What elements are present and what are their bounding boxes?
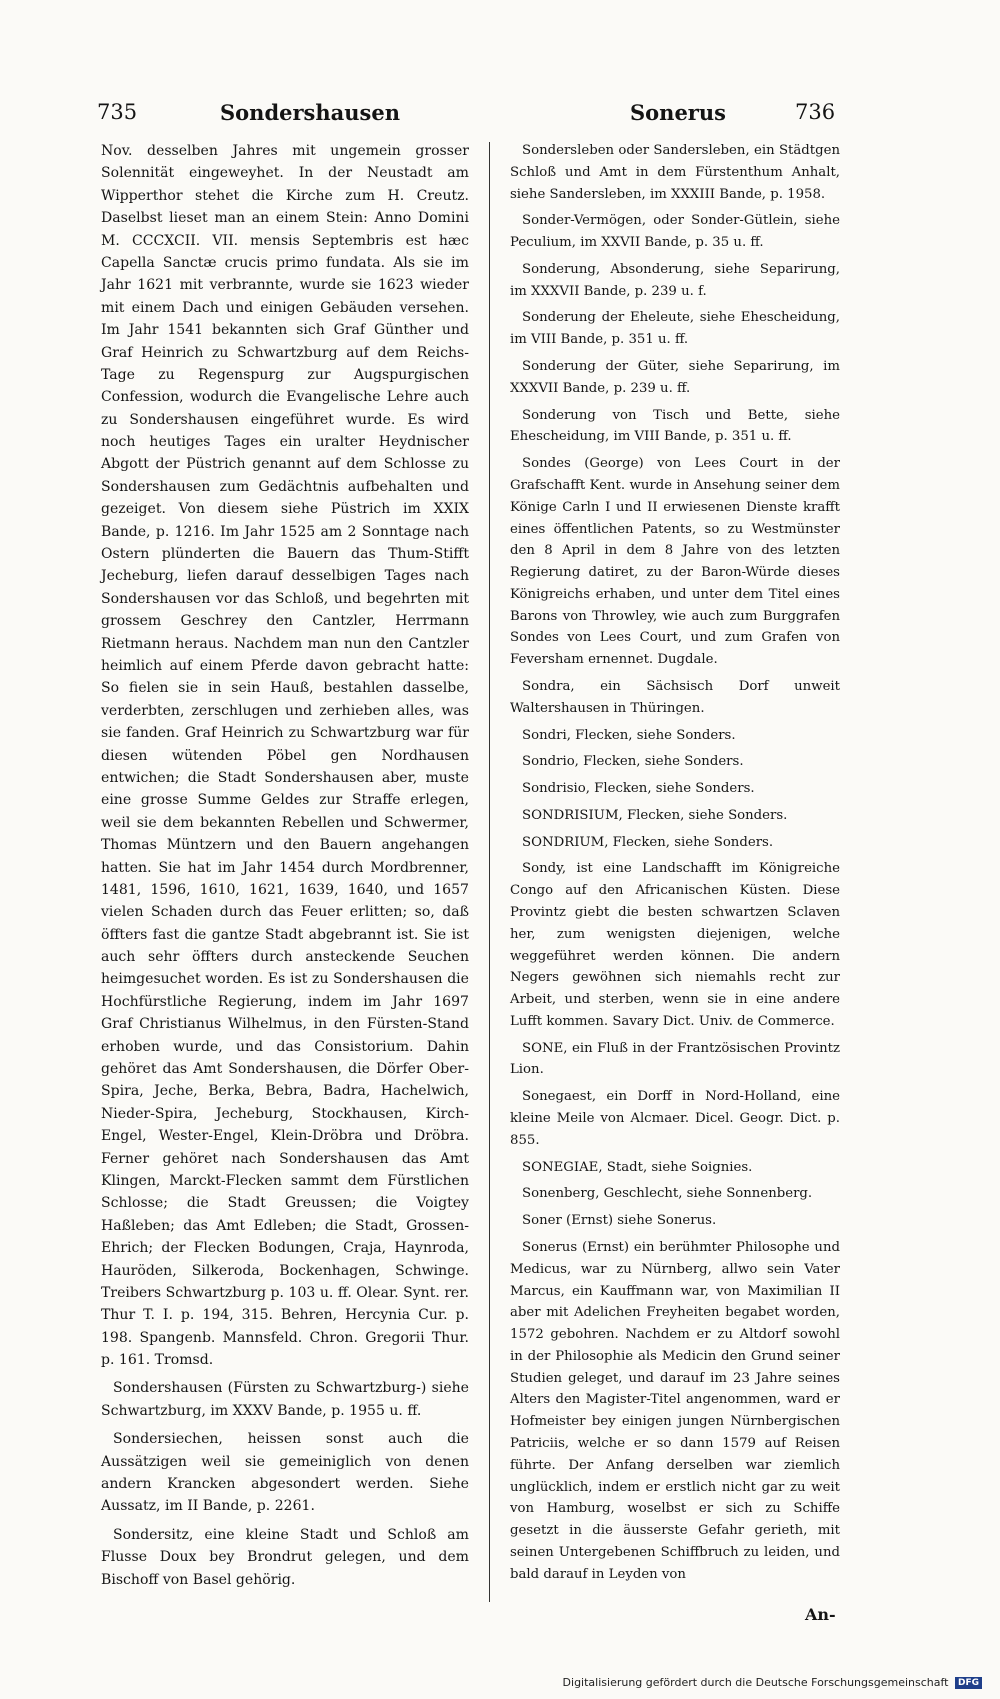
column-divider xyxy=(489,142,490,1602)
entry-sone: SONE, ein Fluß in der Frantzösischen Provintz Lion. xyxy=(510,1040,840,1078)
left-column xyxy=(101,140,469,1597)
entry-sondri: Sondri, Flecken, siehe Sonders. xyxy=(522,727,736,743)
right-page-number: 736 xyxy=(795,100,836,124)
entry-sondersleben: Sondersleben oder Sandersleben, ein Städtgen Schloß und Amt in dem Fürstenthum Anhalt, siehe Sandersleben, im XXXIII Bande, p. 1958. xyxy=(510,143,840,202)
left-running-head: Sondershausen xyxy=(220,100,400,125)
entry-sondra: Sondra, ein Sächsisch Dorf unweit Waltershausen in Thüringen. xyxy=(510,678,840,716)
left-page-number: 735 xyxy=(97,100,138,124)
entry-sondersitz: Sondersitz, eine kleine Stadt und Schloß am Flusse Doux bey Brondrut gelegen, und dem Bischoff von Basel gehörig. xyxy=(101,1526,469,1588)
entry-sonenberg: Sonenberg, Geschlecht, siehe Sonnenberg. xyxy=(522,1186,813,1202)
entry-sondrium: SONDRIUM, Flecken, siehe Sonders. xyxy=(522,834,774,850)
footer-text: Digitalisierung gefördert durch die Deutsche Forschungsgemeinschaft xyxy=(562,1676,949,1689)
entry-soner: Soner (Ernst) siehe Sonerus. xyxy=(522,1213,717,1229)
entry-sonegiae: SONEGIAE, Stadt, siehe Soignies. xyxy=(522,1159,753,1175)
digitization-footer xyxy=(563,1676,982,1689)
right-column xyxy=(510,140,840,1590)
entry-sonderung-tisch-bette: Sonderung von Tisch und Bette, siehe Ehescheidung, im VIII Bande, p. 351 u. ff. xyxy=(510,407,840,445)
entry-sonder-vermoegen: Sonder-Vermögen, oder Sonder-Gütlein, siehe Peculium, im XXVII Bande, p. 35 u. ff. xyxy=(510,213,840,251)
entry-sondrisio: Sondrisio, Flecken, siehe Sonders. xyxy=(522,781,755,797)
entry-sonerus: Sonerus (Ernst) ein berühmter Philosophe und Medicus, war zu Nürnberg, allwo sein Vater Marcus, ein Kauffmann war, von Maximilian II aber mit Adelichen Freyheiten begabet worden, 1572 gebohren. Nachdem er zu Altdorf sowohl in der Philosophie als Medicin den Grund seiner Studien geleget, und darauf im 23 Jahre seines Alters den Magister-Titel angenommen, ward er Hofmeister bey einigen jungen Nürnbergischen Patriciis, welche er so dann 1579 auf Reisen führte. Der Anfang derselben war ziemlich unglücklich, indem er erstlich nicht gar zu weit von Hamburg, woselbst er sich zu Schiffe gesetzt in die äusserste Gefahr gerieth, mit seinen Untergebenen Schiffbruch zu leiden, und bald darauf in Leyden von xyxy=(510,1239,840,1582)
entry-sonderung: Sonderung, Absonderung, siehe Separirung, im XXXVII Bande, p. 239 u. f. xyxy=(510,261,840,299)
entry-sonderung-eheleute: Sonderung der Eheleute, siehe Ehescheidung, im VIII Bande, p. 351 u. ff. xyxy=(510,310,840,348)
dfg-logo: DFG xyxy=(955,1677,982,1689)
entry-sondershausen-continued: Nov. desselben Jahres mit ungemein grosser Solennität eingeweyhet. In der Neustadt am Wipperthor stehet die Kirche zum H. Creutz. Daselbst lieset man an einem Stein: Anno Domini M. CCCXCII. VII. mensis Septembris est hæc Capella Sanctæ crucis primo fundata. Als sie im Jahr 1621 mit verbrannte, wurde sie 1623 wieder mit einem Dach und einigen Gebäuden versehen. Im Jahr 1541 bekannten sich Graf Günther und Graf Heinrich zu Schwartzburg auf dem Reichs-Tage zu Regenspurg zur Augspurgischen Confession, wodurch die Evangelische Lehre auch zu Sondershausen eingeführet wurde. Es wird noch heutiges Tages ein uralter Heydnischer Abgott der Püstrich genannt auf dem Schlosse zu Sondershausen zum Gedächtnis aufbehalten und gezeiget. Von diesem siehe Püstrich im XXIX Bande, p. 1216. Im Jahr 1525 am 2 Sonntage nach Ostern plünderten die Bauern das Thum-Stifft Jecheburg, liefen darauf desselbigen Tages nach Sondershausen vor das Schloß, und begehrten mit grossem Geschrey den Cantzler, Herrmann Rietmann heraus. Nachdem man nun den Cantzler heimlich auf einem Pferde davon gebracht hatte: So fielen sie in sein Hauß, bestahlen dasselbe, verderbten, zerschlugen und zerhieben alles, was sie fanden. Graf Heinrich zu Schwartzburg war für diesen wütenden Pöbel gen Nordhausen entwichen; die Stadt Sondershausen aber, muste eine grosse Summe Geldes zur Straffe erlegen, weil sie dem bekannten Rebellen und Schwermer, Thomas Müntzern und den Bauern angehangen hatten. Sie hat im Jahr 1454 durch Mordbrenner, 1481, 1596, 1610, 1621, 1639, 1640, und 1657 vielen Schaden durch das Feuer erlitten; so, daß öffters fast die gantze Stadt abgebrannt ist. Sie ist auch sehr öffters durch ansteckende Seuchen heimgesuchet worden. Es ist zu Sondershausen die Hochfürstliche Regierung, indem im Jahr 1697 Graf Christianus Wilhelmus, in den Fürsten-Stand erhoben wurde, und das Consistorium. Dahin gehöret das Amt Sondershausen, die Dörfer Ober-Spira, Jeche, Berka, Bebra, Badra, Hachelwich, Nieder-Spira, Jecheburg, Stockhausen, Kirch-Engel, Wester-Engel, Klein-Dröbra und Dröbra. Ferner gehöret nach Sondershausen das Amt Klingen, Marckt-Flecken sammt dem Fürstlichen Schlosse; die Stadt Greussen; die Voigtey Haßleben; das Amt Edleben; die Stadt, Grossen-Ehrich; der Flecken Bodungen, Craja, Haynroda, Hauröden, Silkeroda, Bockenhagen, Schwinge. Treibers Schwartzburg p. 103 u. ff. Olear. Synt. rer. Thur T. I. p. 194, 315. Behren, Hercynia Cur. p. 198. Spangenb. Mannsfeld. Chron. Gregorii Thur. p. 161. Tromsd. xyxy=(101,143,469,1369)
entry-sonderung-gueter: Sonderung der Güter, siehe Separirung, im XXXVII Bande, p. 239 u. ff. xyxy=(510,359,840,396)
entry-sondrisium: SONDRISIUM, Flecken, siehe Sonders. xyxy=(522,807,788,823)
catchword: An- xyxy=(805,1605,836,1624)
entry-sondy: Sondy, ist eine Landschafft im Königreiche Congo auf den Africanischen Küsten. Diese Provintz giebt die besten schwartzen Sclaven her, zum wenigsten diejenigen, welche weggeführet werden können. Die andern Negers gewöhnen sich niemahls recht zur Arbeit, und sterben, wenn sie in eine andere Lufft kommen. Savary Dict. Univ. de Commerce. xyxy=(510,861,840,1029)
entry-sondersiechen: Sondersiechen, heissen sonst auch die Aussätzigen weil sie gemeiniglich von denen andern Krancken abgesondert werden. Siehe Aussatz, im II Bande, p. 2261. xyxy=(101,1431,469,1515)
entry-sondrio: Sondrio, Flecken, siehe Sonders. xyxy=(522,754,744,770)
entry-sondershausen-fuersten: Sondershausen (Fürsten zu Schwartzburg-) siehe Schwartzburg, im XXXV Bande, p. 1955 u. ff. xyxy=(101,1380,469,1419)
right-running-head: Sonerus xyxy=(630,100,726,125)
entry-sondes: Sondes (George) von Lees Court in der Grafschafft Kent. wurde in Ansehung seiner dem Könige Carln I und II erwiesenen Dienste krafft eines öffentlichen Patents, so zu Westmünster den 8 April in dem 8 Jahre von des letzten Regierung datiret, zu der Baron-Würde dieses Königreichs erhaben, und unter dem Titel eines Barons von Throwley, wie auch zum Burggrafen Sondes von Lees Court, und zum Grafen von Feversham ernennet. Dugdale. xyxy=(510,456,840,668)
entry-sonegaest: Sonegaest, ein Dorff in Nord-Holland, eine kleine Meile von Alcmaer. Dicel. Geogr. Dict. p. 855. xyxy=(510,1089,840,1148)
